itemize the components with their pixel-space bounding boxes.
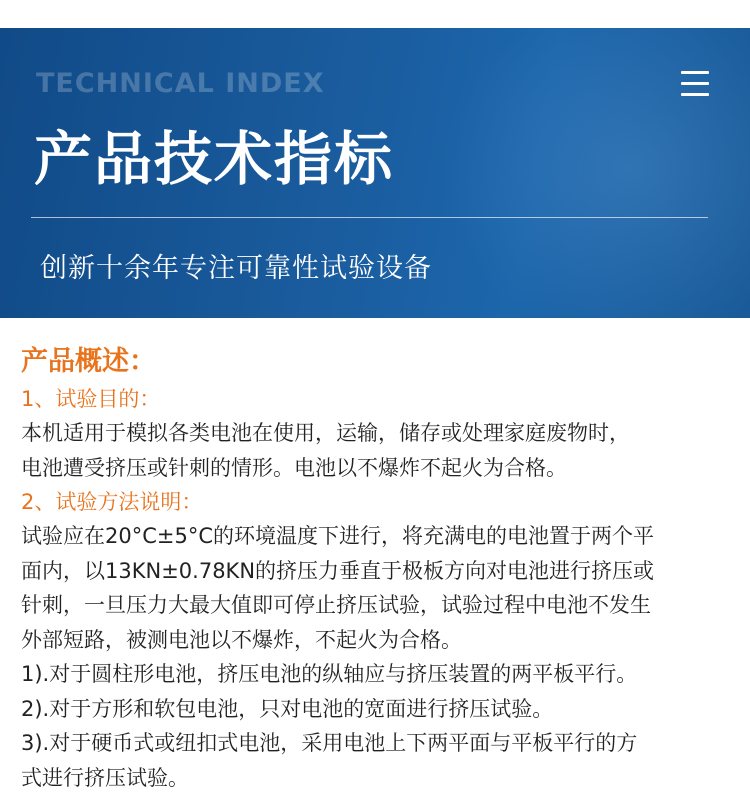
method-line: 2).对于方形和软包电池，只对电池的宽面进行挤压试验。 [21, 696, 554, 721]
banner-subtitle: 创新十余年专注可靠性试验设备 [40, 253, 432, 284]
method-line: 试验应在20°C±5°C的环境温度下进行，将充满电的电池置于两个平 [21, 524, 655, 548]
product-overview [21, 342, 741, 795]
hamburger-menu-icon[interactable] [681, 71, 709, 97]
english-title: TECHNICAL INDEX [36, 68, 325, 99]
menu-bar [681, 82, 709, 85]
section-title: 产品概述： [21, 346, 156, 377]
method-line: 式进行挤压试验。 [21, 765, 189, 790]
header-banner [0, 28, 750, 318]
method-line: 面内，以13KN±0.78KN的挤压力垂直于极板方向对电池进行挤压或 [21, 558, 655, 583]
method-heading: 2、试验方法说明： [21, 490, 203, 514]
method-line: 1).对于圆柱形电池，挤压电池的纵轴应与挤压装置的两平板平行。 [21, 662, 638, 686]
page-title: 产品技术指标 [34, 125, 395, 193]
menu-bar [681, 93, 709, 96]
purpose-line: 电池遭受挤压或针刺的情形。电池以不爆炸不起火为合格。 [21, 455, 567, 480]
purpose-heading: 1、试验目的： [21, 387, 161, 411]
banner-divider [31, 217, 708, 218]
purpose-line: 本机适用于模拟各类电池在使用，运输，储存或处理家庭废物时， [21, 421, 630, 445]
method-line: 针刺，一旦压力大最大值即可停止挤压试验，试验过程中电池不发生 [21, 593, 651, 617]
menu-bar [681, 71, 709, 74]
method-line: 3).对于硬币式或纽扣式电池，采用电池上下两平面与平板平行的方 [21, 731, 638, 755]
method-line: 外部短路，被测电池以不爆炸，不起火为合格。 [21, 627, 462, 652]
